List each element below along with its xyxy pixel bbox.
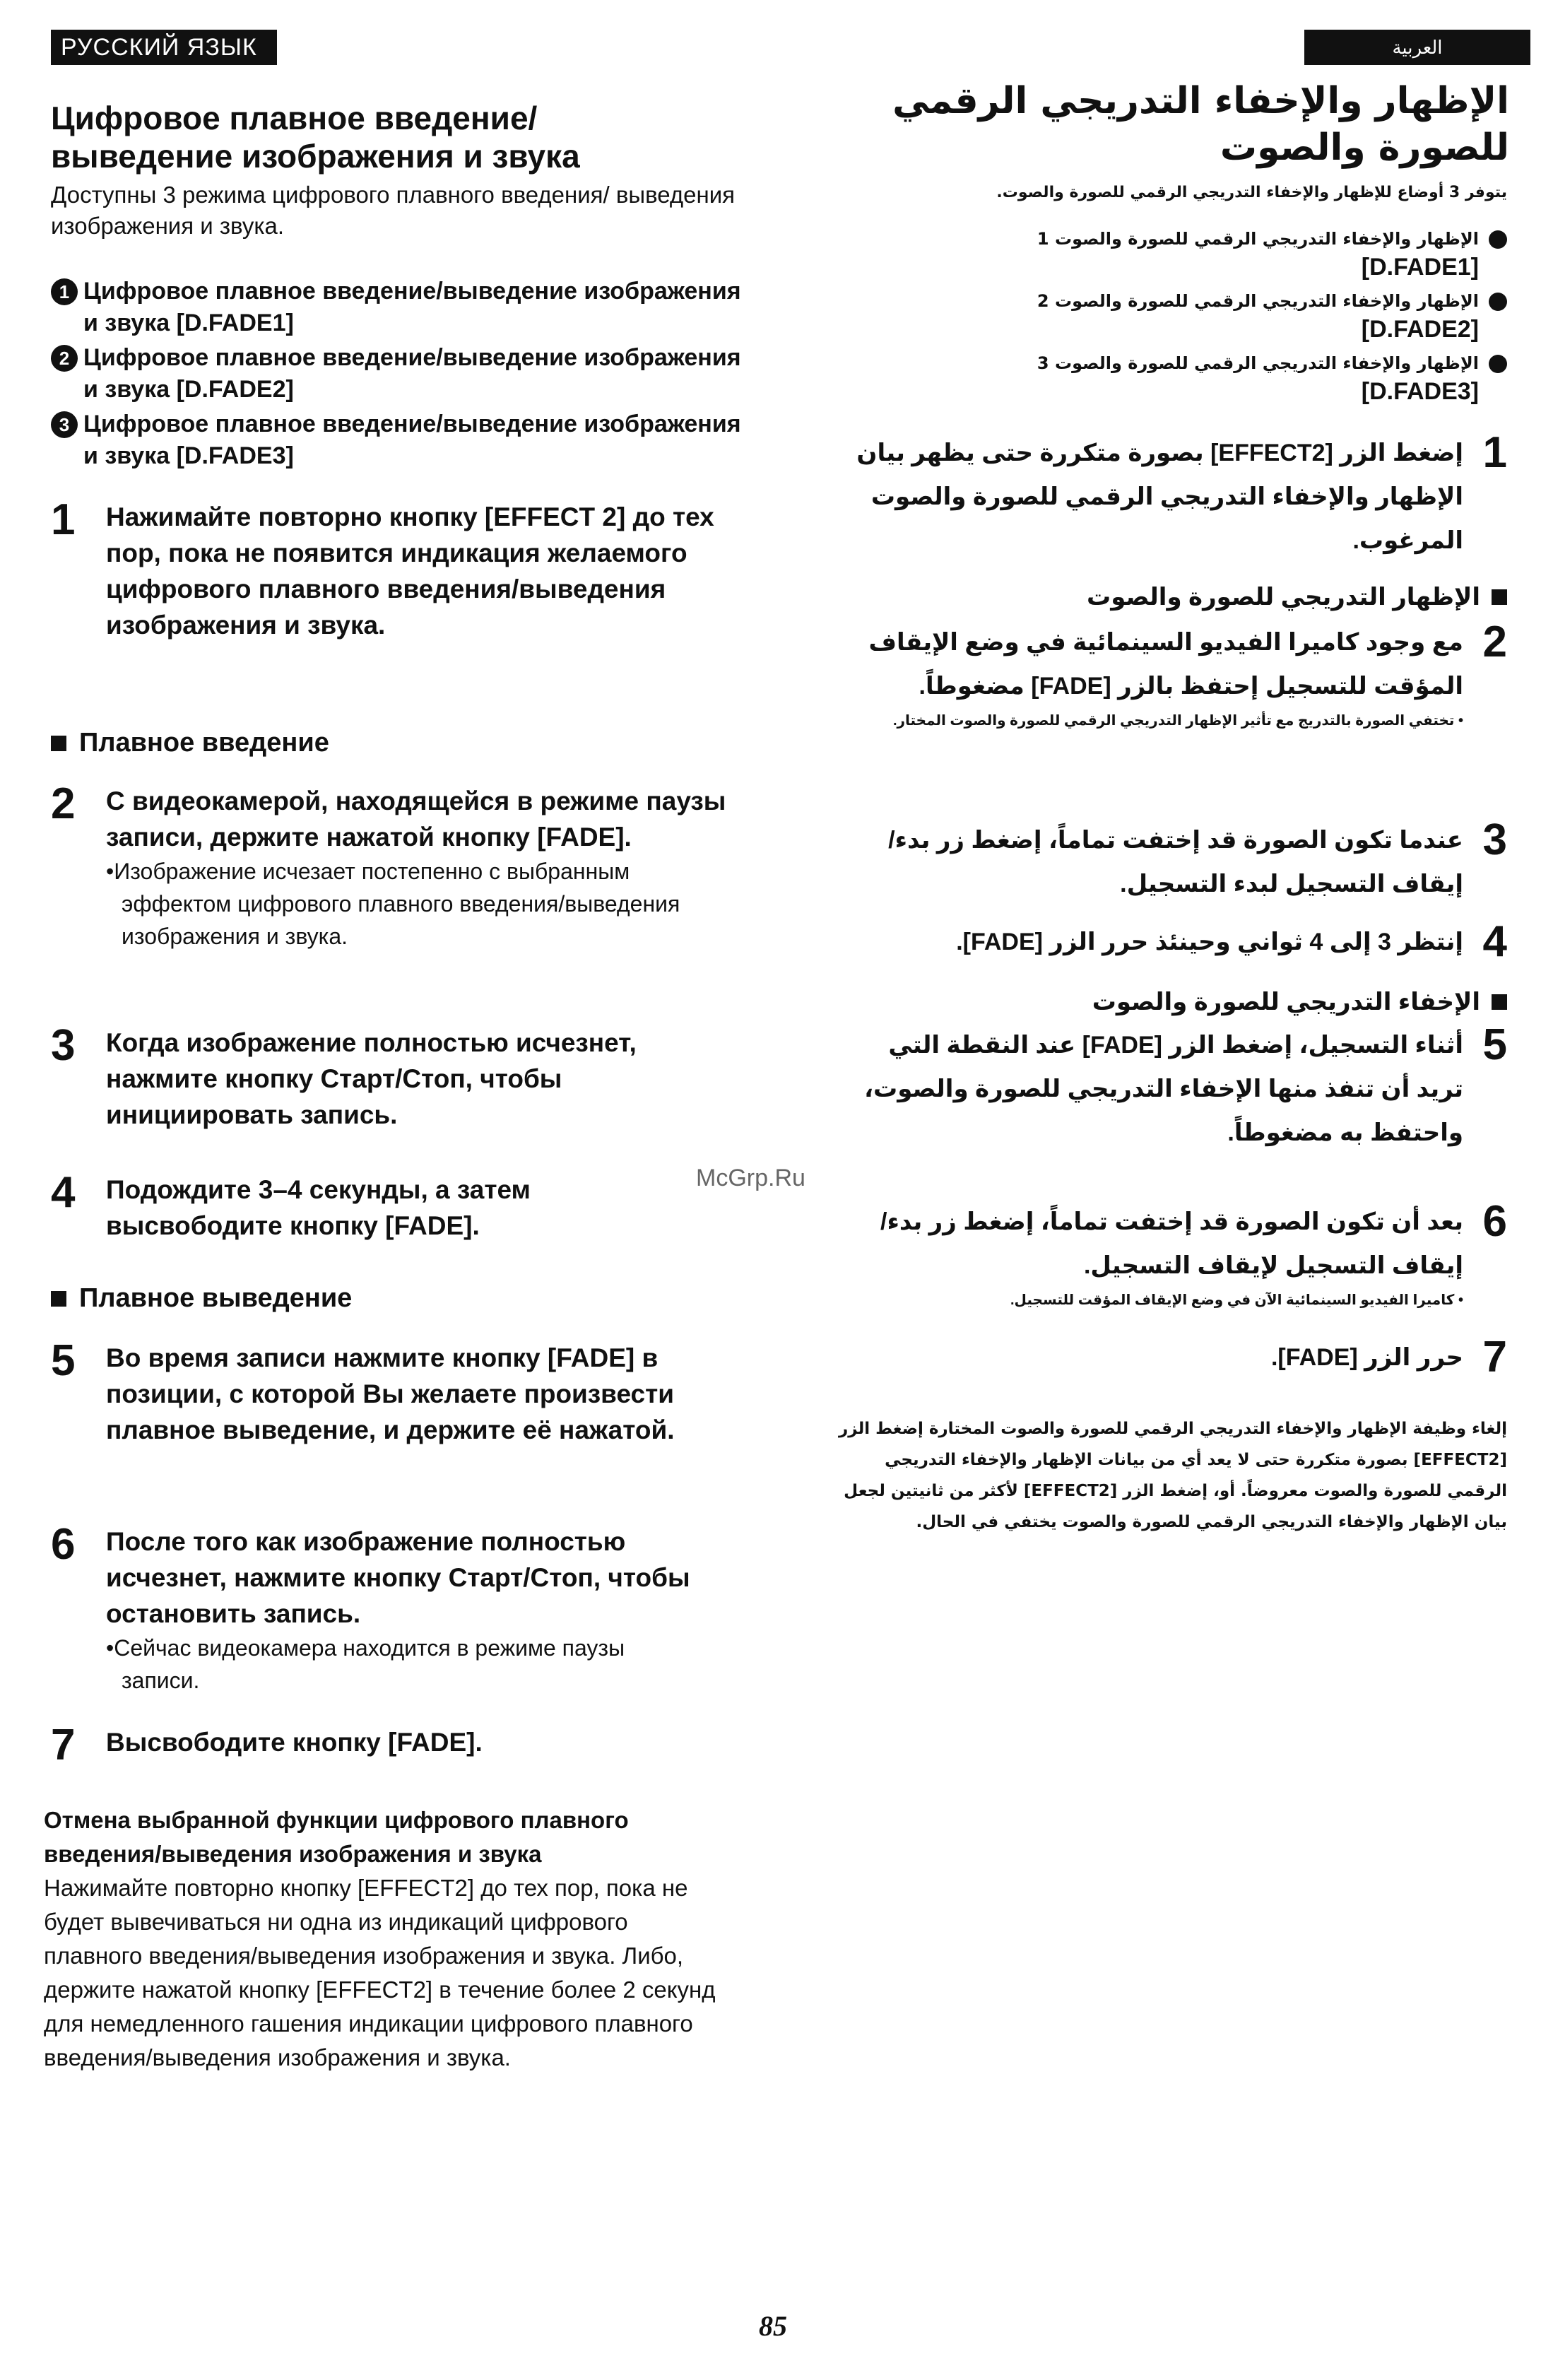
ru-step-number: 2 <box>51 779 76 828</box>
ru-section-label: Плавное введение <box>79 728 329 758</box>
ar-step-text: حرر الزر [FADE]. <box>1270 1344 1463 1371</box>
ru-step-text: После того как изображение полностью исчезнет, нажмите кнопку Старт/Стоп, чтобы остановить запись. <box>106 1527 690 1628</box>
ru-page-title <box>51 99 743 175</box>
ar-cancel-section: إلغاء وظيفة الإظهار والإخفاء التدريجي الرقمي للصورة والصوت المختارة إضغط الزر [EFFECT2] بصورة متكررة حتى لا يعد أي من بيانات الإظهار والإخفاء التدريجي الرقمي للصورة والصوت معروضاً. أو، إضغط الزر [EFFECT2] لأكثر من ثانيتين لجعل بيان الإظهار والإخفاء التدريجي الرقمي للصورة والصوت يختفي في الحال. <box>839 1420 1507 1531</box>
ru-cancel-text: Нажимайте повторно кнопку [EFFECT2] до тех пор, пока не будет вывечиваться ни одна из индикаций цифрового плавного введения/выведения изображения и звука. Либо, держите нажатой кнопку [EFFECT2] в течение более 2 секунд для немедленного гашения индикации цифрового плавного введения/выведения изображения и звука. <box>44 1875 716 2070</box>
ar-section-label: الإخفاء التدريجي للصورة والصوت <box>1092 989 1480 1015</box>
language-tab-russian <box>51 30 277 65</box>
ru-mode-item <box>51 342 743 406</box>
round-bullet-icon <box>1489 355 1507 373</box>
ar-mode-item <box>1012 349 1507 406</box>
round-bullet-icon <box>1489 230 1507 249</box>
ar-section-label: الإظهار التدريجي للصورة والصوت <box>1087 584 1480 611</box>
ar-step-4 <box>843 917 1507 966</box>
ru-step-note: •Изображение исчезает постепенно с выбранным эффектом цифрового плавного введения/выведения изображения и звука. <box>106 859 680 949</box>
ar-section-fade-in <box>1087 583 1507 611</box>
ar-step-2 <box>843 620 1507 734</box>
number-1-icon: 1 <box>51 278 78 305</box>
ar-mode-code: [D.FADE2] <box>1361 316 1479 343</box>
ar-step-note: • تختفي الصورة بالتدريج مع تأثير الإظهار التدريجي الرقمي للصورة والصوت المختار. <box>892 713 1463 729</box>
ru-section-fade-in <box>51 728 329 758</box>
ru-section-label: Плавное выведение <box>79 1283 353 1313</box>
ar-step-text: أثناء التسجيل، إضغط الزر [FADE] عند النقطة التي تريد أن تنفذ منها الإخفاء التدريجي للصورة والصوت، واحتفظ به مضغوطاً. <box>864 1032 1463 1146</box>
ar-step-text: عندما تكون الصورة قد إختفت تماماً، إضغط زر بدء/إيقاف التسجيل لبدء التسجيل. <box>888 827 1463 897</box>
square-bullet-icon <box>51 736 66 751</box>
ru-step-7 <box>51 1721 757 1769</box>
ru-cancel-title: Отмена выбранной функции цифрового плавного введения/выведения изображения и звука <box>44 1807 629 1867</box>
language-tab-arabic-label: العربية <box>1392 36 1443 58</box>
ar-mode-item <box>1012 225 1507 281</box>
ru-step-text: С видеокамерой, находящейся в режиме паузы записи, держите нажатой кнопку [FADE]. <box>106 787 726 852</box>
square-bullet-icon <box>51 1291 66 1307</box>
ru-section-fade-out <box>51 1283 352 1314</box>
ar-step-1 <box>843 428 1507 562</box>
ru-step-3 <box>51 1021 757 1133</box>
ar-mode-text: الإظهار والإخفاء التدريجي الرقمي للصورة والصوت 2 <box>1037 291 1479 311</box>
ar-step-7 <box>843 1333 1507 1382</box>
ar-step-3 <box>843 815 1507 906</box>
round-bullet-icon <box>1489 293 1507 311</box>
ar-step-number: 1 <box>1482 428 1507 477</box>
ar-step-note: • كاميرا الفيديو السينمائية الآن في وضع الإيقاف المؤقت للتسجيل. <box>1010 1292 1463 1308</box>
ar-mode-list <box>1012 225 1507 411</box>
ru-step-text: Нажимайте повторно кнопку [EFFECT 2] до тех пор, пока не появится индикация желаемого цифрового плавного введения/выведения изображения и звука. <box>106 502 714 640</box>
number-2-icon: 2 <box>51 345 78 372</box>
language-tab-arabic <box>1304 30 1530 65</box>
ar-step-number: 3 <box>1482 815 1507 864</box>
ru-title-line-1: Цифровое плавное введение/ <box>51 100 538 136</box>
ar-mode-code: [D.FADE1] <box>1361 254 1479 281</box>
ru-step-1 <box>51 495 757 643</box>
ru-step-number: 4 <box>51 1168 76 1217</box>
watermark: McGrp.Ru <box>696 1165 805 1191</box>
ru-intro: Доступны 3 режима цифрового плавного введения/ выведения изображения и звука. <box>51 182 736 239</box>
ar-mode-item <box>1012 287 1507 343</box>
ar-section-fade-out <box>1092 988 1507 1016</box>
ru-step-text: Подождите 3–4 секунды, а затем высвободите кнопку [FADE]. <box>106 1175 531 1240</box>
ar-step-number: 6 <box>1482 1197 1507 1246</box>
ar-step-text: إضغط الزر [EFFECT2] بصورة متكررة حتى يظهر بيان الإظهار والإخفاء التدريجي الرقمي للصورة والصوت المرغوب. <box>856 440 1463 554</box>
ru-step-text: Во время записи нажмите кнопку [FADE] в позиции, с которой Вы желаете произвести плавное выведение, и держите её нажатой. <box>106 1343 675 1444</box>
ru-step-number: 5 <box>51 1336 76 1385</box>
ar-step-5 <box>843 1020 1507 1155</box>
ar-step-6 <box>843 1197 1507 1313</box>
ru-step-4 <box>51 1168 757 1244</box>
ru-step-number: 1 <box>51 495 76 544</box>
ru-step-5 <box>51 1336 757 1448</box>
square-bullet-icon <box>1492 994 1507 1010</box>
number-3-icon: 3 <box>51 411 78 438</box>
ar-step-text: مع وجود كاميرا الفيديو السينمائية في وضع الإيقاف المؤقت للتسجيل إحتفظ بالزر [FADE] مضغوطاً. <box>868 629 1463 700</box>
ar-intro: يتوفر 3 أوضاع للإظهار والإخفاء التدريجي الرقمي للصورة والصوت. <box>996 184 1507 201</box>
ru-step-number: 7 <box>51 1721 76 1769</box>
ru-mode-item <box>51 408 743 472</box>
ru-mode-text: Цифровое плавное введение/выведение изображения и звука [D.FADE1] <box>83 278 741 336</box>
ru-step-text: Высвободите кнопку [FADE]. <box>106 1728 483 1757</box>
ru-step-number: 6 <box>51 1520 76 1569</box>
ar-page-title: الإظهار والإخفاء التدريجي الرقمي للصورة والصوت <box>892 80 1509 169</box>
ar-step-text: إنتظر 3 إلى 4 ثواني وحينئذ حرر الزر [FADE]. <box>956 929 1463 955</box>
ru-mode-item <box>51 276 743 339</box>
ru-step-note: •Сейчас видеокамера находится в режиме паузы записи. <box>106 1635 625 1693</box>
ru-title-line-2: выведение изображения и звука <box>51 138 580 175</box>
ru-step-6 <box>51 1520 757 1697</box>
ru-step-number: 3 <box>51 1021 76 1070</box>
ar-step-number: 4 <box>1482 917 1507 966</box>
ar-step-text: بعد أن تكون الصورة قد إختفت تماماً، إضغط زر بدء/إيقاف التسجيل لإيقاف التسجيل. <box>880 1208 1463 1279</box>
square-bullet-icon <box>1492 589 1507 605</box>
ru-mode-text: Цифровое плавное введение/выведение изображения и звука [D.FADE2] <box>83 344 741 403</box>
ru-mode-text: Цифровое плавное введение/выведение изображения и звука [D.FADE3] <box>83 411 741 469</box>
ar-step-number: 5 <box>1482 1020 1507 1069</box>
ar-mode-code: [D.FADE3] <box>1361 378 1479 405</box>
ru-step-text: Когда изображение полностью исчезнет, нажмите кнопку Старт/Стоп, чтобы инициировать запись. <box>106 1028 637 1129</box>
ar-step-number: 2 <box>1482 618 1507 666</box>
ru-cancel-section <box>44 1803 722 2075</box>
page-number: 85 <box>759 2310 787 2342</box>
ar-mode-text: الإظهار والإخفاء التدريجي الرقمي للصورة والصوت 3 <box>1037 353 1479 373</box>
ru-mode-list <box>51 276 743 475</box>
ar-mode-text: الإظهار والإخفاء التدريجي الرقمي للصورة والصوت 1 <box>1037 229 1479 249</box>
ar-step-number: 7 <box>1482 1333 1507 1382</box>
language-tab-russian-label: РУССКИЙ ЯЗЫК <box>61 33 257 61</box>
ru-step-2 <box>51 779 757 953</box>
